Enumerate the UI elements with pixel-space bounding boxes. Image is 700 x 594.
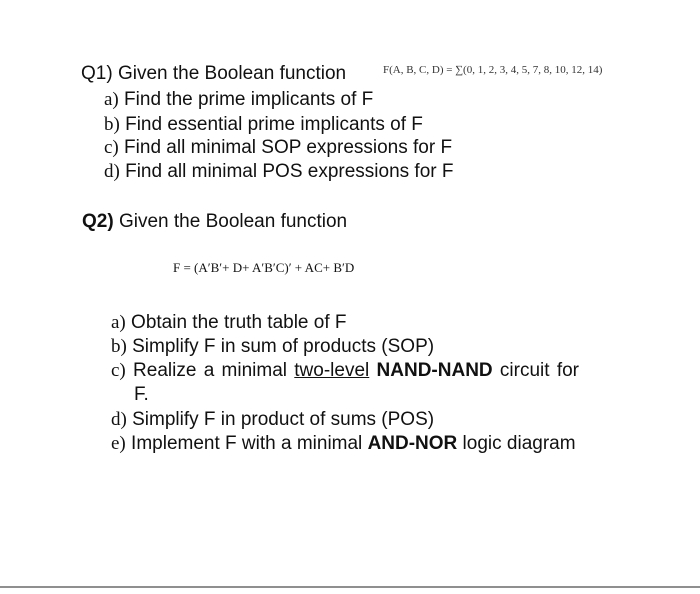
- q2-item-d-letter: d): [111, 409, 127, 430]
- q2-item-a-text: Obtain the truth table of F: [131, 312, 347, 333]
- q1-item-a-text: Find the prime implicants of F: [124, 89, 374, 110]
- q2-label: Q2): [82, 211, 114, 232]
- q2-item-b: [111, 336, 434, 358]
- q1-item-b-text: Find essential prime implicants of F: [125, 114, 423, 135]
- q2-item-e-letter: e): [111, 433, 126, 454]
- q1-item-c-letter: c): [104, 137, 119, 158]
- q2-item-d-text: Simplify F in product of sums (POS): [132, 409, 435, 430]
- q1-item-c: [104, 137, 452, 159]
- q2-item-e-text-post: logic diagram: [457, 433, 576, 454]
- q2-item-c-text-post: circuit for: [492, 360, 580, 381]
- q1-item-d: [104, 161, 454, 183]
- q1-function-expression: F(A, B, C, D) = ∑(0, 1, 2, 3, 4, 5, 7, 8, 10, 12, 14): [383, 64, 603, 76]
- q2-heading: [82, 211, 347, 233]
- q2-item-c-letter: c): [111, 360, 126, 381]
- q2-item-c-bold: NAND-NAND: [376, 360, 493, 381]
- q1-heading-text: Q1) Given the Boolean function: [81, 63, 347, 84]
- q2-item-e: [111, 433, 576, 455]
- q1-item-a-letter: a): [104, 89, 119, 110]
- q2-heading-text: Given the Boolean function: [118, 211, 348, 232]
- q2-item-c-continuation: [134, 384, 149, 406]
- q2-item-c-continuation-text: F.: [134, 384, 149, 405]
- q1-item-b-letter: b): [104, 114, 120, 135]
- q1-heading: [81, 63, 346, 85]
- q2-function-expression: F = (A′B′+ D+ A′B′C)′ + AC+ B′D: [173, 260, 355, 275]
- q2-item-c-underlined: two-level: [294, 360, 370, 381]
- q2-item-e-text-pre: Implement F with a minimal: [131, 433, 368, 454]
- q2-item-b-text: Simplify F in sum of products (SOP): [132, 336, 435, 357]
- q2-item-c: [111, 360, 579, 382]
- bottom-divider: [0, 586, 700, 588]
- q2-item-a-letter: a): [111, 312, 126, 333]
- q1-item-c-text: Find all minimal SOP expressions for F: [124, 137, 453, 158]
- q1-item-d-letter: d): [104, 161, 120, 182]
- q1-item-b: [104, 114, 423, 136]
- q2-item-e-bold: AND-NOR: [367, 433, 458, 454]
- q2-item-b-letter: b): [111, 336, 127, 357]
- q1-item-a: [104, 89, 373, 111]
- q1-item-d-text: Find all minimal POS expressions for F: [125, 161, 454, 182]
- q2-item-c-text-pre: Realize a minimal: [133, 360, 295, 381]
- q2-item-d: [111, 409, 434, 431]
- q2-item-a: [111, 312, 347, 334]
